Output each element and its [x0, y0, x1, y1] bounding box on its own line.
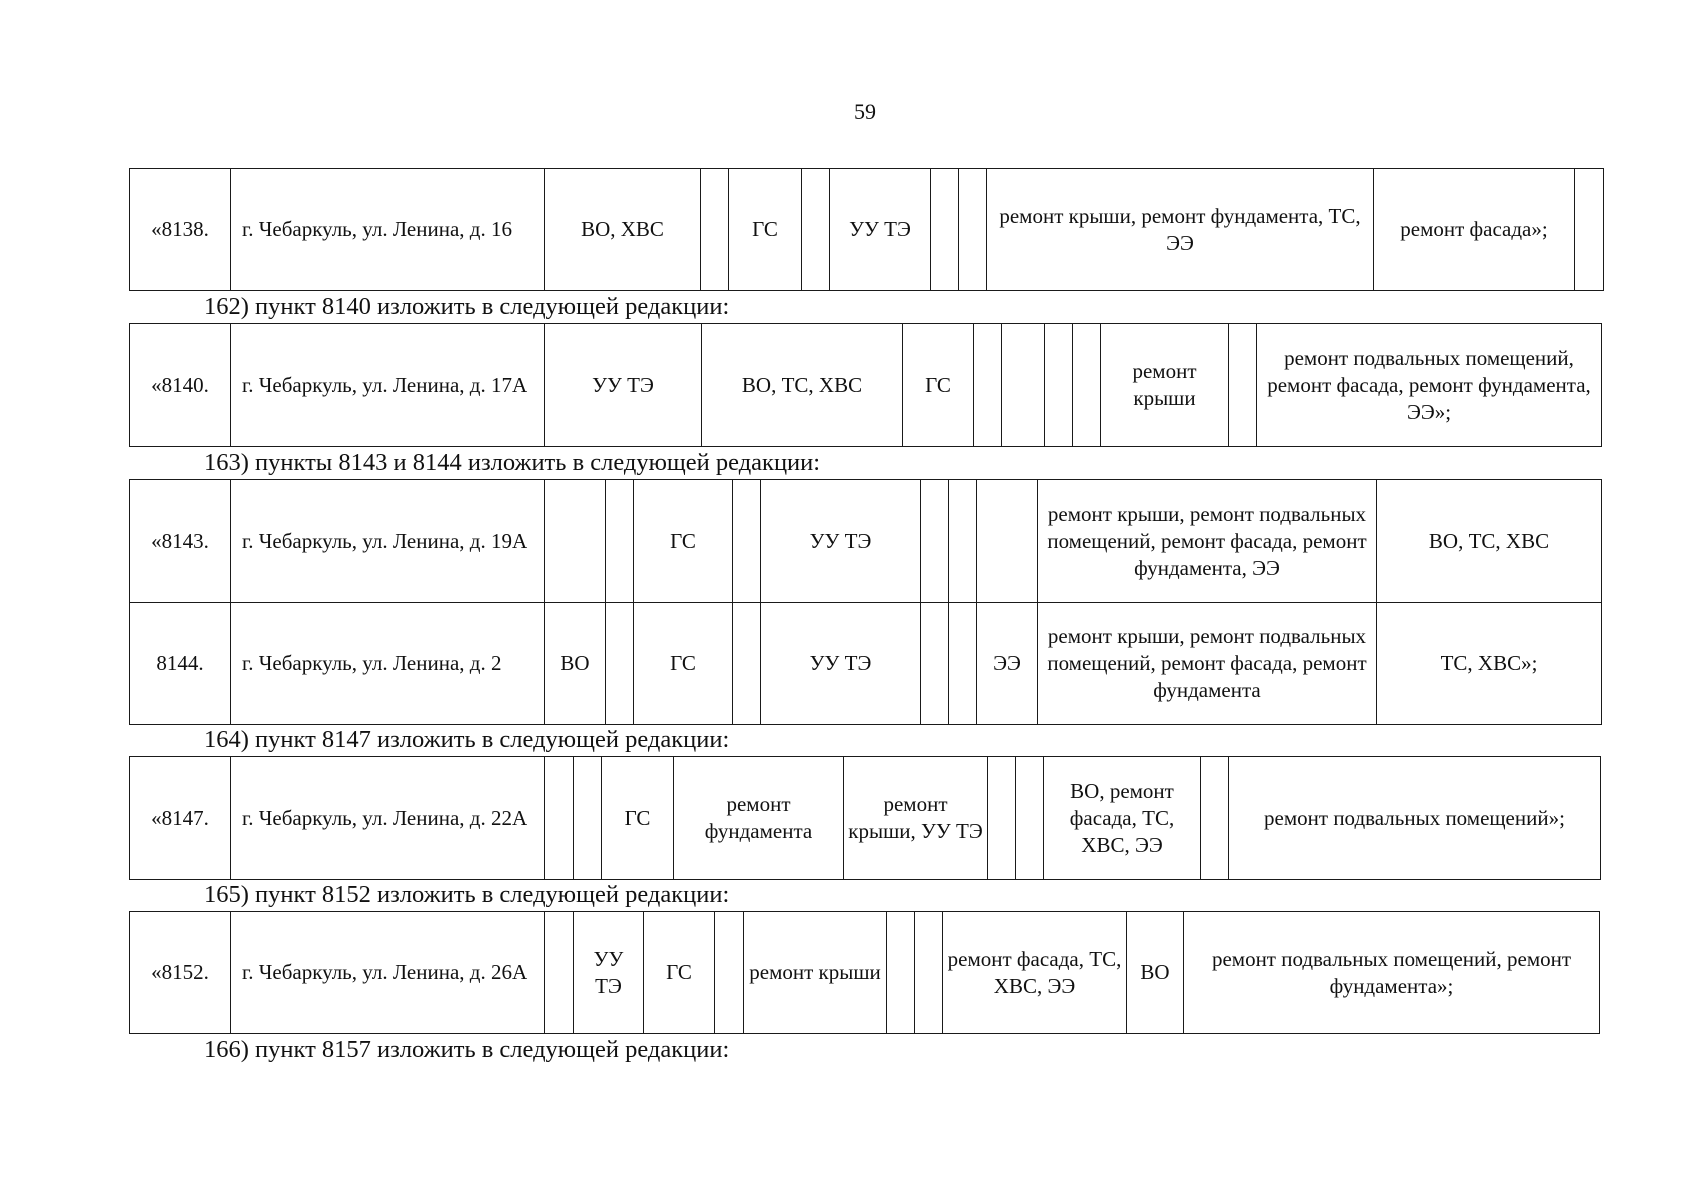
empty-cell [1229, 324, 1257, 447]
table-items-8143-8144 [129, 479, 1602, 725]
work-cell: ремонт крыши, УУ ТЭ [844, 757, 988, 880]
work-cell: ВО, ТС, ХВС [702, 324, 903, 447]
empty-cell [974, 324, 1002, 447]
item-number: «8138. [130, 169, 231, 291]
empty-cell [1073, 324, 1101, 447]
work-cell: ремонт крыши, ремонт фундамента, ТС, ЭЭ [987, 169, 1374, 291]
work-cell: УУ ТЭ [830, 169, 931, 291]
table-row [130, 603, 1602, 725]
empty-cell [959, 169, 987, 291]
item-number: «8147. [130, 757, 231, 880]
table-item-8138 [129, 168, 1604, 291]
item-number: «8143. [130, 480, 231, 603]
empty-cell [606, 480, 634, 603]
page-number: 59 [854, 99, 876, 124]
work-cell: ГС [634, 603, 733, 725]
empty-cell [1002, 324, 1045, 447]
empty-cell [1575, 169, 1604, 291]
address-cell: г. Чебаркуль, ул. Ленина, д. 19А [231, 480, 545, 603]
empty-cell [715, 912, 744, 1034]
work-cell: УУ ТЭ [545, 324, 702, 447]
work-cell: ремонт крыши [744, 912, 887, 1034]
amendment-164: 164) пункт 8147 изложить в следующей редакции: [204, 726, 730, 753]
work-cell: ВО, ТС, ХВС [1377, 480, 1602, 603]
work-cell: ВО [1127, 912, 1184, 1034]
work-cell: УУ ТЭ [761, 603, 921, 725]
work-cell: УУ ТЭ [574, 912, 644, 1034]
work-cell: ремонт фасада, ТС, ХВС, ЭЭ [943, 912, 1127, 1034]
amendment-163: 163) пункты 8143 и 8144 изложить в следующей редакции: [204, 449, 821, 476]
empty-cell [701, 169, 729, 291]
empty-cell [545, 757, 574, 880]
empty-cell [606, 603, 634, 725]
table-row [130, 480, 1602, 603]
address-cell: г. Чебаркуль, ул. Ленина, д. 2 [231, 603, 545, 725]
empty-cell [802, 169, 830, 291]
table-row [130, 757, 1601, 880]
amendment-166: 166) пункт 8157 изложить в следующей редакции: [204, 1036, 730, 1063]
empty-cell [949, 480, 977, 603]
address-cell: г. Чебаркуль, ул. Ленина, д. 22А [231, 757, 545, 880]
work-cell: ГС [644, 912, 715, 1034]
address-cell: г. Чебаркуль, ул. Ленина, д. 17А [231, 324, 545, 447]
table-item-8147 [129, 756, 1601, 880]
address-cell: г. Чебаркуль, ул. Ленина, д. 26А [231, 912, 545, 1034]
table-row [130, 324, 1602, 447]
table-item-8140 [129, 323, 1602, 447]
amendment-165: 165) пункт 8152 изложить в следующей редакции: [204, 881, 730, 908]
work-cell: УУ ТЭ [761, 480, 921, 603]
work-cell: ГС [634, 480, 733, 603]
empty-cell [574, 757, 602, 880]
empty-cell [733, 603, 761, 725]
item-number: «8140. [130, 324, 231, 447]
work-cell: ГС [903, 324, 974, 447]
empty-cell [545, 912, 574, 1034]
amendment-162: 162) пункт 8140 изложить в следующей редакции: [204, 293, 730, 320]
work-cell: ремонт крыши [1101, 324, 1229, 447]
work-cell: ВО [545, 603, 606, 725]
table-row [130, 169, 1604, 291]
item-number: «8152. [130, 912, 231, 1034]
empty-cell [887, 912, 915, 1034]
address-cell: г. Чебаркуль, ул. Ленина, д. 16 [231, 169, 545, 291]
work-cell: ГС [729, 169, 802, 291]
work-cell: ремонт крыши, ремонт подвальных помещений, ремонт фасада, ремонт фундамента, ЭЭ [1038, 480, 1377, 603]
work-cell: ремонт подвальных помещений»; [1229, 757, 1601, 880]
work-cell [545, 480, 606, 603]
item-number: 8144. [130, 603, 231, 725]
work-cell: ВО, ХВС [545, 169, 701, 291]
empty-cell [931, 169, 959, 291]
work-cell [977, 480, 1038, 603]
empty-cell [1016, 757, 1044, 880]
work-cell: ГС [602, 757, 674, 880]
empty-cell [921, 603, 949, 725]
work-cell: ремонт фундамента [674, 757, 844, 880]
work-cell: ремонт подвальных помещений, ремонт фундамента»; [1184, 912, 1600, 1034]
work-cell: ремонт крыши, ремонт подвальных помещений, ремонт фасада, ремонт фундамента [1038, 603, 1377, 725]
work-cell: ЭЭ [977, 603, 1038, 725]
work-cell: ВО, ремонт фасада, ТС, ХВС, ЭЭ [1044, 757, 1201, 880]
empty-cell [1045, 324, 1073, 447]
work-cell: ремонт фасада»; [1374, 169, 1575, 291]
empty-cell [949, 603, 977, 725]
empty-cell [733, 480, 761, 603]
empty-cell [915, 912, 943, 1034]
table-item-8152 [129, 911, 1600, 1034]
empty-cell [921, 480, 949, 603]
work-cell: ремонт подвальных помещений, ремонт фасада, ремонт фундамента, ЭЭ»; [1257, 324, 1602, 447]
table-row [130, 912, 1600, 1034]
work-cell: ТС, ХВС»; [1377, 603, 1602, 725]
empty-cell [1201, 757, 1229, 880]
empty-cell [988, 757, 1016, 880]
